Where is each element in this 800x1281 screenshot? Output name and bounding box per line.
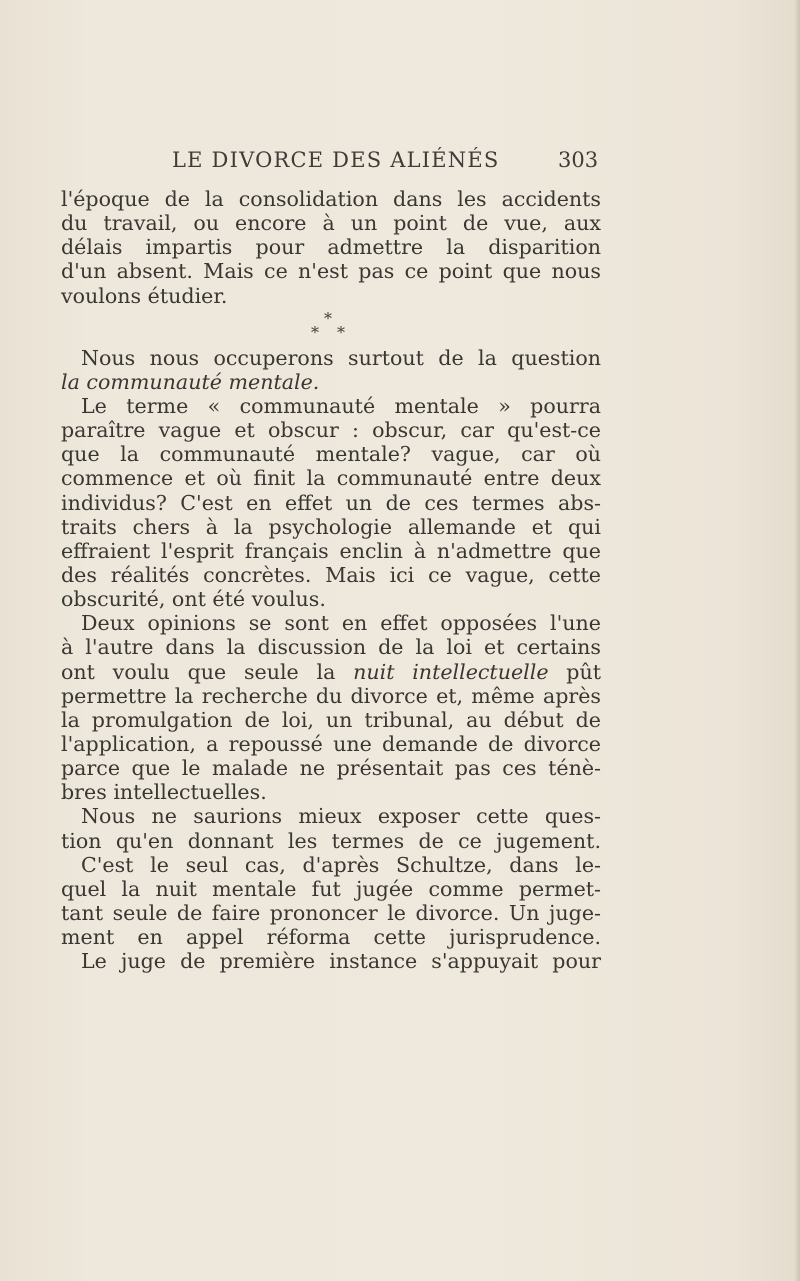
page-edge xyxy=(794,0,800,1281)
text-line: bres intellectuelles. xyxy=(61,780,267,805)
asterisk-right: * xyxy=(337,322,345,342)
italic-phrase: nuit intellectuelle xyxy=(353,659,549,684)
text-line: l'époque de la consolidation dans les accidents xyxy=(61,187,601,211)
text-line: à l'autre dans la discussion de la loi et certains xyxy=(61,635,601,660)
text-line: la promulgation de loi, un tribunal, au début de xyxy=(61,707,601,732)
text-line: Le juge de première instance s'appuyait pour xyxy=(81,949,601,974)
text-line: tion qu'en donnant les termes de ce jugement. xyxy=(61,828,601,853)
text-line: individus? C'est en effet un de ces termes abs- xyxy=(61,490,601,515)
text-line: Nous nous occuperons surtout de la question xyxy=(81,345,601,370)
section-break-asterism xyxy=(61,308,601,346)
text-line: délais impartis pour admettre la disparition xyxy=(61,235,601,260)
text-line xyxy=(61,660,601,684)
running-head xyxy=(0,148,800,178)
text-line: tant seule de faire prononcer le divorce. Un juge- xyxy=(61,900,601,925)
body-text xyxy=(61,187,601,973)
asterisk-left: * xyxy=(311,322,319,342)
paragraph-4 xyxy=(61,611,601,804)
text-line: ment en appel réforma cette jurisprudence. xyxy=(61,925,601,950)
text-segment: pût xyxy=(548,659,601,684)
text-line: C'est le seul cas, d'après Schultze, dans le- xyxy=(81,852,601,877)
text-line: voulons étudier. xyxy=(61,283,228,308)
text-line: du travail, ou encore à un point de vue, aux xyxy=(61,211,601,236)
running-title: LE DIVORCE DES ALIÉNÉS xyxy=(172,148,500,172)
text-line: paraître vague et obscur : obscur, car qu'est-ce xyxy=(61,418,601,443)
text-line: quel la nuit mentale fut jugée comme permet- xyxy=(61,876,601,901)
page-number: 303 xyxy=(558,148,599,172)
text-line: que la communauté mentale? vague, car où xyxy=(61,442,601,467)
text-line: effraient l'esprit français enclin à n'admettre que xyxy=(61,538,601,563)
text-line: l'application, a repoussé une demande de divorce xyxy=(61,731,601,756)
text-line: traits chers à la psychologie allemande et qui xyxy=(61,514,601,539)
italic-phrase: la communauté mentale. xyxy=(61,369,320,394)
text-line: Deux opinions se sont en effet opposées l'une xyxy=(81,611,601,636)
paragraph-2 xyxy=(61,346,601,394)
paragraph-6 xyxy=(61,853,601,974)
text-line: d'un absent. Mais ce n'est pas ce point que nous xyxy=(61,259,601,284)
paragraph-1 xyxy=(61,187,601,308)
text-line: obscurité, ont été voulus. xyxy=(61,587,326,612)
text-line: parce que le malade ne présentait pas ces ténè- xyxy=(61,756,601,781)
text-line: permettre la recherche du divorce et, même après xyxy=(61,683,601,708)
paragraph-3 xyxy=(61,394,601,611)
paragraph-5 xyxy=(61,804,601,852)
text-line xyxy=(61,370,601,394)
text-segment: ont voulu que seule la xyxy=(61,659,354,684)
asterisk-top: * xyxy=(324,308,332,328)
text-line: des réalités concrètes. Mais ici ce vague, cette xyxy=(61,562,601,587)
text-line: Le terme « communauté mentale » pourra xyxy=(81,393,601,418)
text-line: commence et où finit la communauté entre deux xyxy=(61,466,601,491)
text-line: Nous ne saurions mieux exposer cette ques- xyxy=(81,804,601,829)
